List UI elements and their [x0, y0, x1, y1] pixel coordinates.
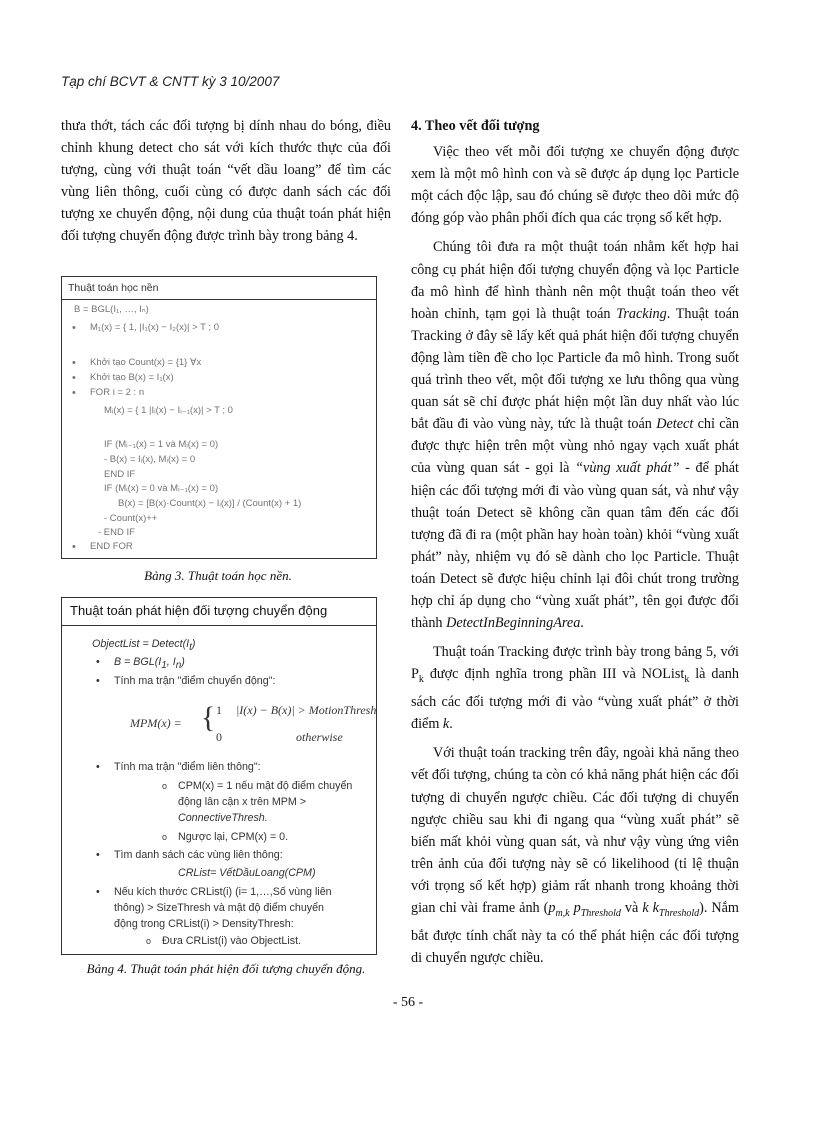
intro-paragraph: thưa thớt, tách các đối tượng bị dính nhau do bóng, điều chỉnh khung detect cho sát với kích thước thực của đối tượng, cùng với thuật toán “vết dầu loang” để tìm các vùng liên thông, cuối cùng có được danh sách các đối tượng xe chuyển động, nội dung của thuật toán phát hiện đối tượng chuyển động được trình bày trong bảng 4. [61, 118, 391, 245]
running-header: Tạp chí BCVT & CNTT kỳ 3 10/2007 [61, 74, 280, 89]
t3-line: B(x) = [B(x)·Count(x) − Iᵢ(x)] / (Count(x) + 1) [118, 498, 302, 509]
t3-line: • FOR i = 2 : n [90, 387, 144, 398]
t4-size-cond: • Nếu kích thước CRList(i) (i= 1,…,Số vùng liên [96, 886, 332, 898]
t4-crlist: CRList= VếtDầuLoang(CPM) [178, 867, 316, 879]
t4-mpm-label: MPM(x) = [130, 716, 182, 730]
t4-case1-cond: |I(x) − B(x)| > MotionThresh [236, 703, 377, 717]
t3-line: • M₁(x) = { 1, |I₁(x) − I₂(x)| > T ; 0 [90, 322, 219, 333]
t3-line: • END FOR [90, 541, 133, 552]
table3-box [61, 276, 377, 559]
t3-line: IF (Mᵢ₋₁(x) = 1 và Mᵢ(x) = 0) [104, 439, 219, 450]
right-column [411, 115, 739, 969]
t4-case2-val: 0 [216, 730, 222, 744]
t3-line: • Khởi tạo Count(x) = {1} ∀x [90, 357, 201, 368]
t4-size-cond-cont: động trong CRList(i) > DensityThresh: [114, 918, 294, 930]
t3-line: B = BGL(I₁, …, Iₙ) [74, 304, 149, 315]
paragraph-3: Thuật toán Tracking được trình bày trong bảng 5, với $P_k$ được định nghĩa trong phần III và NOList$_k$ là danh sách các đối tượng mới đi vào “vùng xuất phát” ở thời điểm k. [411, 644, 739, 733]
paragraph-4: Với thuật toán tracking trên đây, ngoài khả năng theo vết đối tượng, chúng ta còn có khả năng phát hiện các đối tượng di chuyển ngược chiều. Các đối tượng di chuyển ngược chiều sau khi đi ngang qua “vùng xuất phát” sẽ biến mất khỏi vùng quan sát, và như vậy vùng ứng viên trên ảnh của đối tượng này sẽ có likelihood (tỉ lệ thuận với trọng số kết hợp) giảm rất nhanh trong khoảng thời gian chỉ vài frame ảnh ($p_{m,k}$ $p_{Threshold}$ và k $k_{Threshold}$). Nắm bắt được tính chất này ta có thể phát hiện các đối tượng di chuyển ngược chiều. [411, 745, 739, 967]
t3-line: - END IF [98, 527, 135, 538]
t4-case2-cond: otherwise [296, 730, 343, 744]
t4-cpm-rule-cont: động lân cận x trên MPM > [178, 796, 307, 808]
t4-objectlist: ObjectList = $Detect(I_t)$ [92, 638, 196, 654]
t4-add-object: o Đưa CRList(i) vào ObjectList. [146, 935, 302, 947]
t4-bgl: • $B = BGL(I_1$, $I_n$) [96, 656, 185, 672]
section-heading: 4. Theo vết đối tượng [411, 118, 540, 134]
t4-brace: { [201, 701, 216, 734]
t3-line: END IF [104, 469, 136, 480]
t4-mpm-heading: • Tính ma trận "điểm chuyển động": [96, 675, 276, 687]
t4-cpm-rule: o CPM(x) = 1 nếu mật độ điểm chuyển [162, 780, 353, 792]
page-number: - 56 - [392, 995, 424, 1010]
table3-caption: Bảng 3. Thuật toán học nền. [144, 568, 292, 583]
t3-line: - B(x) = Iᵢ(x), Mᵢ(x) = 0 [104, 454, 196, 465]
table4-caption: Bảng 4. Thuật toán phát hiện đối tượng chuyển động. [86, 961, 366, 976]
paragraph-2: Chúng tôi đưa ra một thuật toán nhằm kết hợp hai công cụ phát hiện đối tượng chuyển động và lọc Particle đa mô hình để hình thành nên một thuật toán theo vết hoàn chỉnh, tạm gọi là thuật toán Tracking. Thuật toán Tracking ở đây sẽ lấy kết quả phát hiện đối tượng chuyển động làm tiền đề cho lọc Particle đa mô hình. Trong suốt quá trình theo vết, một đối tượng xe lưu thông qua vùng quan sát sẽ chỉ được phát hiện một lần duy nhất vào lúc bắt đầu đi vào vùng này, tức là thuật toán Detect chỉ cần được thực hiện trên một vùng nhỏ ngay vạch xuất phát của vùng quan sát - gọi là “vùng xuất phát” - để phát hiện các đối tượng mới đi vào vùng quan sát, và như vậy thuật toán Detect sẽ không cần quan tâm đến các đối tượng đã đi ra (một phần hay hoàn toàn) khỏi “vùng xuất phát” này, nhiệm vụ đó sẽ dành cho lọc Particle. Thuật toán Detect sẽ được hiệu chỉnh lại đôi chút trong trường hợp chỉ áp dụng cho “vùng xuất phát”, tên gọi được đổi thành DetectInBeginningArea. [411, 239, 739, 632]
table3-title: Thuật toán học nền [68, 282, 159, 294]
paragraph-1: Việc theo vết mỗi đối tượng xe chuyển động được xem là một mô hình con và sẽ được áp dụng lọc Particle một cách độc lập, sau đó chúng sẽ được theo dõi mức độ đóng góp vào phân phối đích qua các trọng số kết hợp. [411, 144, 739, 227]
t3-line: • Khởi tạo B(x) = I₁(x) [90, 372, 174, 383]
t4-cpm-else: o Ngược lại, CPM(x) = 0. [162, 831, 289, 843]
t4-cpm-heading: • Tính ma trận "điểm liên thông": [96, 761, 261, 773]
left-column [61, 115, 391, 248]
t4-crlist-heading: • Tìm danh sách các vùng liên thông: [96, 849, 283, 861]
t4-size-cond-cont: thông) > SizeThresh và mật độ điểm chuyển [114, 902, 325, 914]
t4-case1-val: 1 [216, 703, 222, 717]
t3-line: IF (Mᵢ(x) = 0 và Mᵢ₋₁(x) = 0) [104, 483, 219, 494]
table4-title: Thuật toán phát hiện đối tượng chuyển động [70, 603, 328, 618]
t3-line: - Count(x)++ [104, 513, 158, 524]
t3-line: Mᵢ(x) = { 1 |Iᵢ(x) − Iᵢ₋₁(x)| > T ; 0 [104, 405, 233, 416]
t4-cpm-rule-cont: ConnectiveThresh. [178, 812, 268, 824]
table4-box [61, 597, 377, 955]
